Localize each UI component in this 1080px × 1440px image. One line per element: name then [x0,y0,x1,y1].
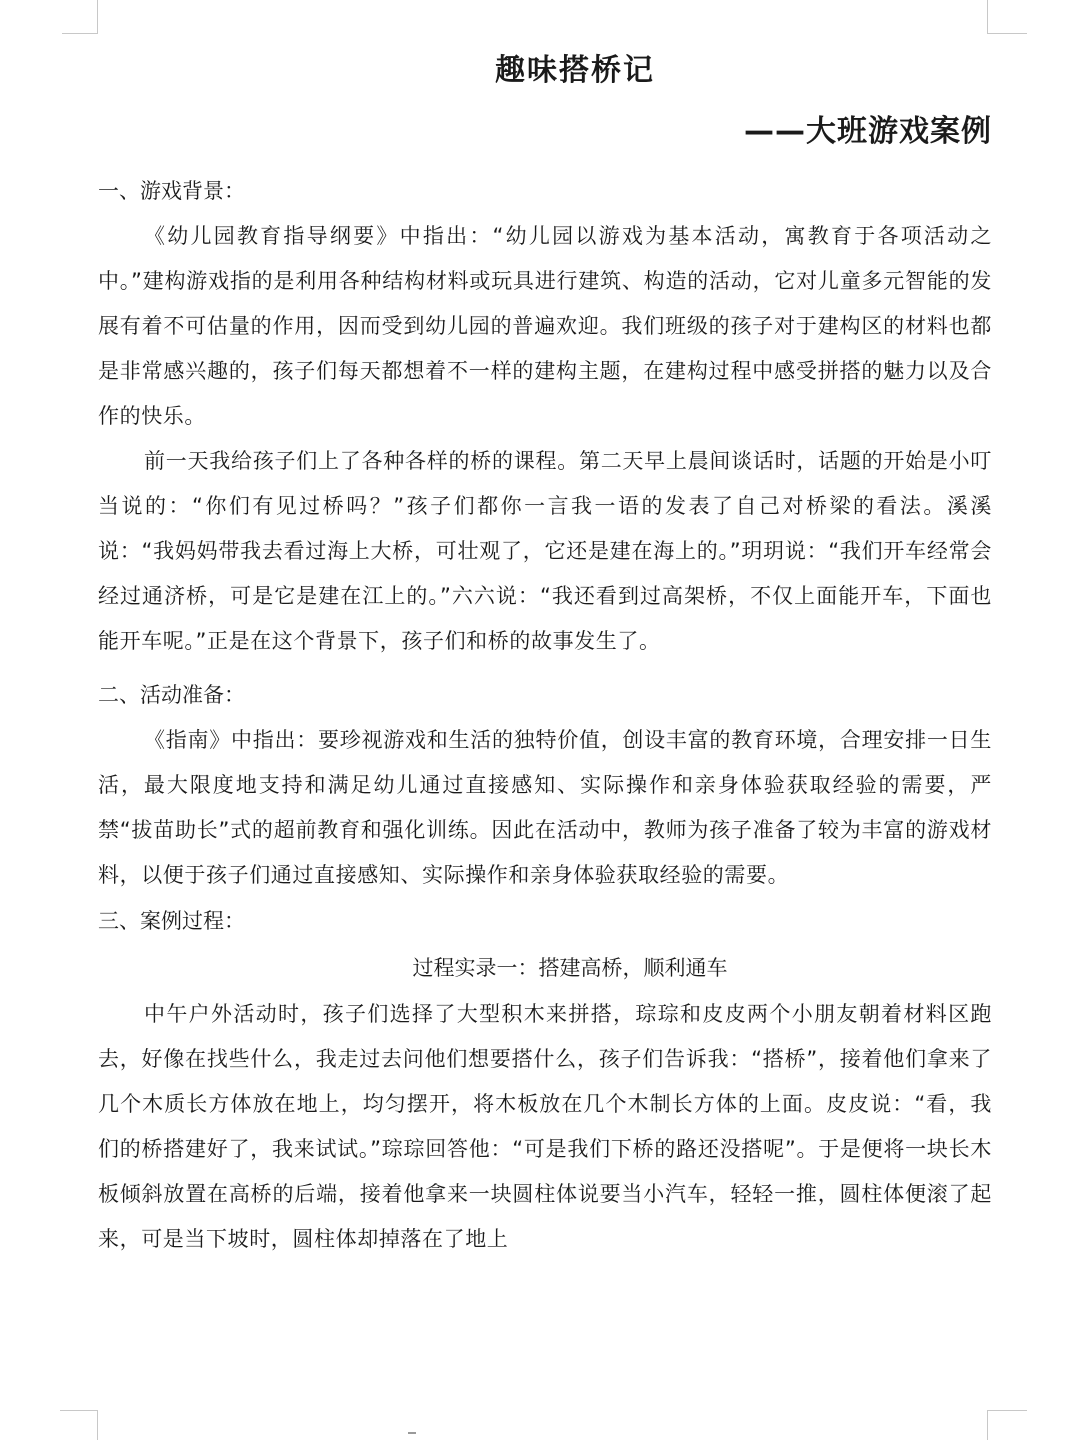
crop-mark [987,33,1027,34]
section-heading-process: 三、案例过程： [98,909,245,933]
section-heading-preparation: 二、活动准备： [98,683,245,707]
crop-mark [60,1410,98,1411]
crop-mark [987,1410,1027,1411]
crop-mark [987,0,988,34]
crop-mark [97,1410,98,1440]
paragraph: 《指南》中指出：要珍视游戏和生活的独特价值，创设丰富的教育环境，合理安排一日生活，最大限度地支持和满足幼儿通过直接感知、实际操作和亲身体验获取经验的需要，严禁“拔苗助长”式的超前教育和强化训练。因此在活动中，教师为孩子准备了较为丰富的游戏材料，以便于孩子们通过直接感知、实际操作和亲身体验获取经验的需要。 [98,728,992,887]
crop-mark [62,33,98,34]
crop-mark [987,1410,988,1440]
paragraph: 中午户外活动时，孩子们选择了大型积木来拼搭，琮琮和皮皮两个小朋友朝着材料区跑去，好像在找些什么，我走过去问他们想要搭什么，孩子们告诉我：“搭桥”，接着他们拿来了几个木质长方体放在地上，均匀摆开，将木板放在几个木制长方体的上面。皮皮说：“看，我们的桥搭建好了，我来试试。”琮琮回答他：“可是我们下桥的路还没搭呢”。于是便将一块长木板倾斜放置在高桥的后端，接着他拿来一块圆柱体说要当小汽车，轻轻一推，圆柱体便滚了起来，可是当下坡时，圆柱体却掉落在了地上 [98,1002,992,1251]
paragraph: 前一天我给孩子们上了各种各样的桥的课程。第二天早上晨间谈话时，话题的开始是小叮当说的：“你们有见过桥吗？”孩子们都你一言我一语的发表了自己对桥梁的看法。溪溪说：“我妈妈带我去看过海上大桥，可壮观了，它还是建在海上的。”玥玥说：“我们开车经常会经过通济桥，可是它是建在江上的。”六六说：“我还看到过高架桥，不仅上面能开车，下面也能开车呢。”正是在这个背景下，孩子们和桥的故事发生了。 [98,449,992,653]
process-subheading: 过程实录一：搭建高桥，顺利通车 [412,956,728,980]
crop-mark [97,0,98,34]
document-body [98,40,992,1262]
document-title: 趣味搭桥记 [495,53,655,88]
section-heading-background: 一、游戏背景： [98,179,245,203]
paragraph: 《幼儿园教育指导纲要》中指出：“幼儿园以游戏为基本活动，寓教育于各项活动之中。”建构游戏指的是利用各种结构材料或玩具进行建筑、构造的活动，它对儿童多元智能的发展有着不可估量的作用，因而受到幼儿园的普遍欢迎。我们班级的孩子对于建构区的材料也都是非常感兴趣的，孩子们每天都想着不一样的建构主题，在建构过程中感受拼搭的魅力以及合作的快乐。 [98,224,992,428]
document-subtitle: ——大班游戏案例 [744,114,992,149]
crop-mark [408,1432,416,1434]
